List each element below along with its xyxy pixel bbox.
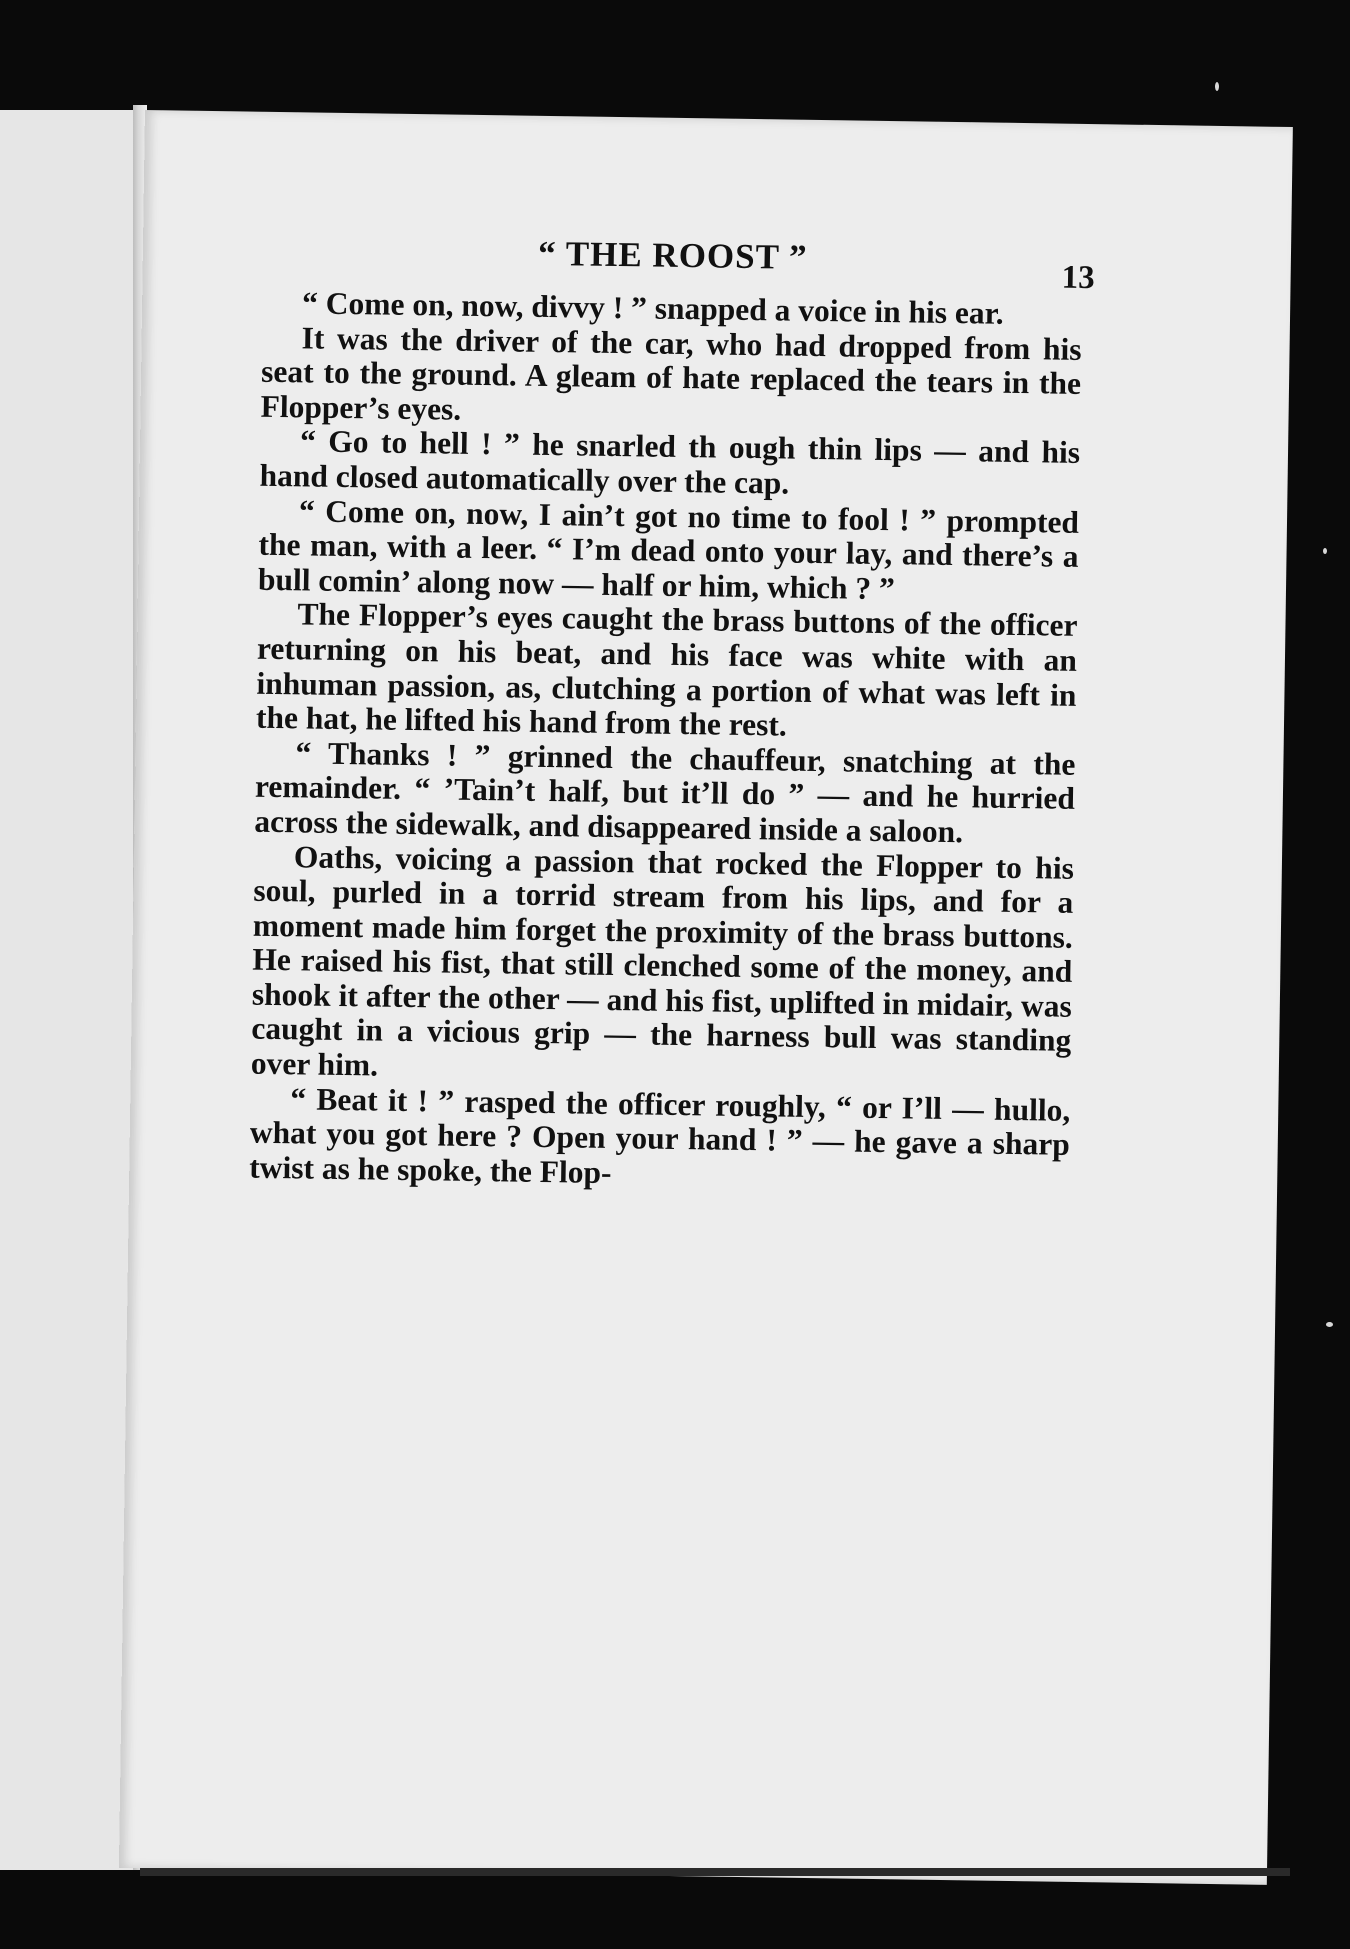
- paragraph: The Flopper’s eyes caught the brass buttons of the officer returning on his beat, and his face was white with an inhuman passion, as, clutching a portion of what was left in the hat, he lifted his hand from the rest.: [255, 596, 1078, 743]
- page-content: [249, 230, 1095, 1197]
- page-bottom-edge: [140, 1868, 1290, 1876]
- page-number: 13: [1061, 259, 1095, 297]
- scan-speck: [1215, 82, 1219, 91]
- scan-speck: [1326, 1322, 1333, 1327]
- paragraph: “ Come on, now, divvy ! ” snapped a voice in his ear.: [301, 285, 1004, 331]
- paragraph: “ Go to hell ! ” he snarled th ough thin lips — and his hand closed automatically over the cap.: [259, 423, 1081, 501]
- paragraph: Oaths, voicing a passion that rocked the Flopper to his soul, purled in a torrid stream from his lips, and for a moment made him forget the proximity of the brass buttons. He raised his fist, that still clenched some of the money, and shook it after the other — and his fist, uplifted in midair, was caught in a vicious grip — the harness bull was standing over him.: [250, 838, 1075, 1083]
- right-page: [119, 110, 1293, 1885]
- paragraph: “ Thanks ! ” grinned the chauffeur, snatching at the remainder. “ ’Tain’t half, but it’ll do ” — and he hurried across the sidewalk, and disappeared inside a saloon.: [254, 735, 1076, 850]
- paragraph: “ Beat it ! ” rasped the officer roughly, “ or I’ll — hullo, what you got here ? Open your hand ! ” — he gave a sharp twist as he spoke, the Flop-: [249, 1080, 1071, 1190]
- left-page-edge: [0, 110, 137, 1870]
- scan-speck: [1323, 548, 1327, 554]
- running-title: “ THE ROOST ”: [537, 233, 808, 277]
- body-text: [249, 286, 1082, 1198]
- paragraph: It was the driver of the car, who had dropped from his seat to the ground. A gleam of hate replaced the tears in the Flopper’s eyes.: [260, 319, 1082, 427]
- paragraph: “ Come on, now, I ain’t got no time to fool ! ” prompted the man, with a leer. “ I’m dead onto your lay, and there’s a bull comin’ along now — half or him, which ? ”: [257, 492, 1080, 606]
